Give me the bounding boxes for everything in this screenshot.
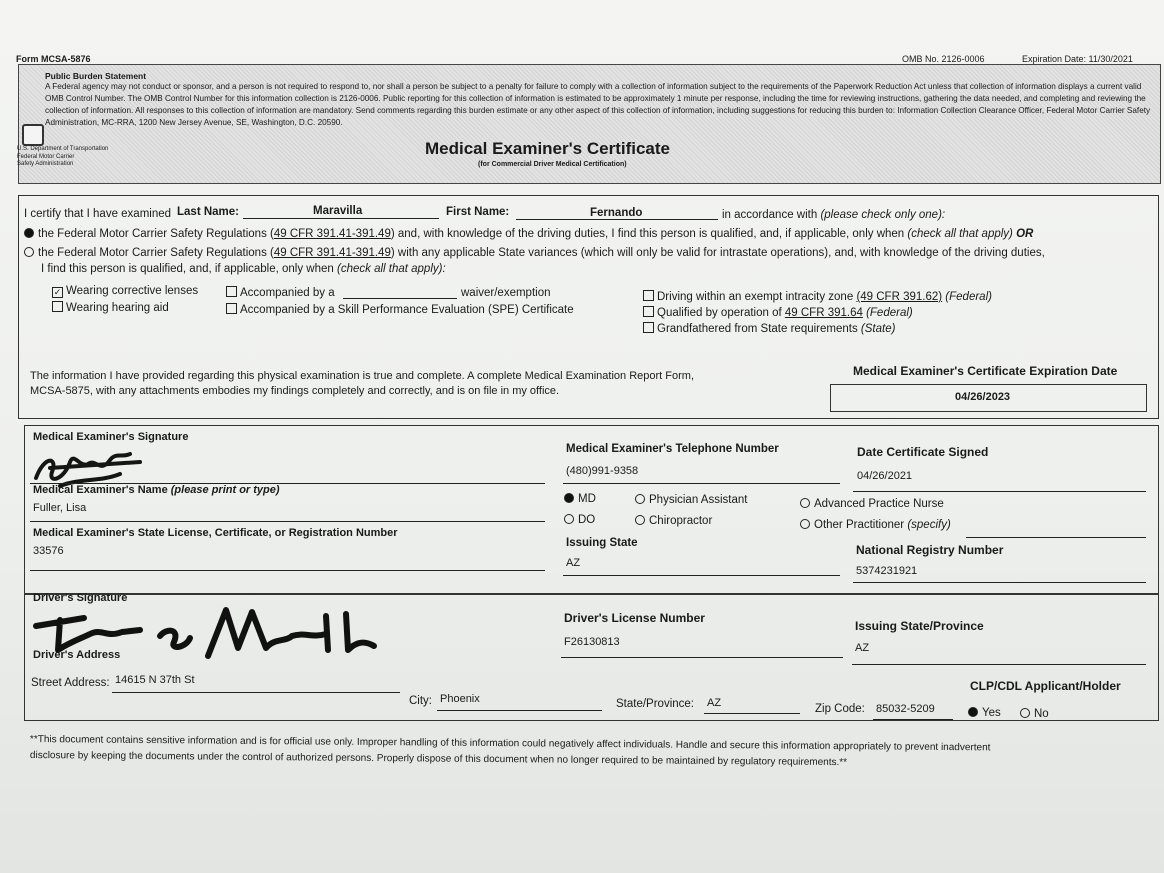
checkbox[interactable] — [226, 303, 237, 314]
check-qualified-operation[interactable]: Qualified by operation of 49 CFR 391.64 (Federal) — [643, 306, 913, 319]
driver-signature-label: Driver's Signature — [33, 592, 128, 604]
statement-line1: The information I have provided regarding this physical examination is true and complete. A complete Medical Examination Report Form, — [30, 370, 695, 382]
check-spe[interactable]: Accompanied by a Skill Performance Evaluation (SPE) Certificate — [226, 303, 574, 316]
first-name-label: First Name: — [446, 206, 510, 218]
examiner-name-label: Medical Examiner's Name (please print or type) — [33, 484, 280, 496]
driver-issuing-label: Issuing State/Province — [855, 619, 984, 633]
driver-license-value[interactable]: F26130813 — [564, 636, 620, 648]
clp-yes-radio[interactable] — [968, 707, 978, 717]
state-variance-line2: I find this person is qualified, and, if applicable, only when (check all that apply): — [41, 263, 446, 275]
street-address-value[interactable]: 14615 N 37th St — [115, 674, 195, 686]
omb-number: OMB No. 2126-0006 — [902, 54, 985, 64]
burden-text: A Federal agency may not conduct or sponsor, and a person is not required to respond to, nor shall a person be subject to a penalty for failure to comply with a collection of information subject to the requirements of the Paperwork Reduction Act unless that collection of information displays a current valid OMB Control Number. The OMB Control Number for this information collection is 2126-0006. Public reporting for this collection of information is estimated to be approximately 1 minute per response, including the time for reviewing instructions, gathering the data needed, and completing and reviewing the collection of information. All responses to this collection of information are mandatory. Send comments regarding this burden estimate or any other aspect of this collection of information, including suggestions for reducing this burden to: Information Collection Clearance Officer, Federal Motor Carrier Safety Administration, MC-RRA, 1200 New Jersey Avenue, SE, Washington, D.C. 20590. — [45, 82, 1151, 127]
zip-code-label: Zip Code: — [815, 703, 865, 715]
checkbox[interactable] — [643, 290, 654, 301]
driver-license-label: Driver's License Number — [564, 611, 705, 625]
last-name-label: Last Name: — [177, 206, 239, 218]
state-province-label: State/Province: — [616, 698, 694, 710]
clp-cdl-label: CLP/CDL Applicant/Holder — [970, 679, 1121, 693]
examiner-phone-value[interactable]: (480)991-9358 — [566, 465, 639, 477]
driver-address-label: Driver's Address — [33, 649, 121, 661]
zip-code-value[interactable]: 85032-5209 — [876, 703, 935, 715]
accordance-text: in accordance with (please check only one): — [722, 209, 946, 221]
date-signed-label: Date Certificate Signed — [857, 445, 989, 459]
checkbox[interactable] — [52, 301, 63, 312]
chiro-radio[interactable] — [635, 515, 645, 525]
other-radio[interactable] — [800, 519, 810, 529]
clp-no-option[interactable]: No — [1020, 708, 1049, 720]
pa-option[interactable]: Physician Assistant — [635, 494, 747, 506]
state-province-value[interactable]: AZ — [707, 697, 722, 709]
date-signed-value[interactable]: 04/26/2021 — [857, 470, 913, 482]
apn-option[interactable]: Advanced Practice Nurse — [800, 498, 944, 510]
last-name-value[interactable]: Maravilla — [313, 205, 363, 217]
footer-notice-line2: disclosure by keeping the documents under the control of authorized persons. Properly dispose of this document when no longer required to be maintained by regulatory requirements.** — [29, 750, 848, 769]
clp-no-radio[interactable] — [1020, 708, 1030, 718]
md-radio[interactable] — [564, 493, 574, 503]
pa-radio[interactable] — [635, 494, 645, 504]
burden-title: Public Burden Statement — [45, 71, 147, 81]
first-name-value[interactable]: Fernando — [590, 207, 643, 219]
footer-notice-line1: **This document contains sensitive information and is for official use only. Improper handling of this information could negatively affect individuals. Handle and secure this information appropriately to prevent inadvertent — [29, 734, 991, 754]
city-value[interactable]: Phoenix — [440, 693, 480, 705]
federal-option[interactable]: the Federal Motor Carrier Safety Regulations (49 CFR 391.41-391.49) and, with knowledge of the driving duties, I find this person is qualified, and, if applicable, only when (check all that apply) OR — [24, 228, 1033, 240]
chiro-option[interactable]: Chiropractor — [635, 515, 712, 527]
examiner-name-value[interactable]: Fuller, Lisa — [33, 502, 87, 514]
street-address-label: Street Address: — [31, 677, 110, 689]
check-grandfathered[interactable]: Grandfathered from State requirements (State) — [643, 322, 895, 335]
do-radio[interactable] — [564, 514, 574, 524]
driver-issuing-value[interactable]: AZ — [855, 642, 870, 654]
examiner-license-label: Medical Examiner's State License, Certificate, or Registration Number — [33, 527, 398, 539]
examiner-license-value[interactable]: 33576 — [33, 545, 64, 557]
do-option[interactable]: DO — [564, 514, 595, 526]
clp-yes-option[interactable]: Yes — [968, 707, 1001, 719]
other-option[interactable]: Other Practitioner (specify) — [800, 519, 951, 531]
checkbox[interactable] — [226, 286, 237, 297]
check-intracity[interactable]: Driving within an exempt intracity zone (49 CFR 391.62) (Federal) — [643, 290, 992, 303]
federal-radio[interactable] — [24, 228, 34, 238]
check-waiver[interactable]: Accompanied by a — [226, 286, 335, 299]
checkbox[interactable] — [643, 306, 654, 317]
dot-logo — [22, 124, 44, 146]
national-registry-label: National Registry Number — [856, 543, 1004, 557]
check-hearing-aid[interactable]: Wearing hearing aid — [52, 301, 169, 314]
city-label: City: — [409, 695, 432, 707]
checkbox-checked[interactable]: ✓ — [53, 287, 62, 297]
statement-line2: MCSA-5875, with any attachments embodies my findings completely and correctly, and is on file in my office. — [30, 385, 560, 397]
certificate-title: Medical Examiner's Certificate — [425, 139, 670, 158]
national-registry-value[interactable]: 5374231921 — [856, 565, 918, 577]
expiration-label: Medical Examiner's Certificate Expiration Date — [853, 364, 1118, 378]
examiner-signature-label: Medical Examiner's Signature — [33, 431, 189, 443]
waiver-text: waiver/exemption — [461, 287, 551, 299]
examiner-phone-label: Medical Examiner's Telephone Number — [566, 443, 779, 455]
state-variance-option[interactable]: the Federal Motor Carrier Safety Regulations (49 CFR 391.41-391.49) with any applicable State variances (which will only be valid for intrastate operations), and, with knowledge of the driving duties, — [24, 247, 1045, 259]
certificate-subtitle: (for Commercial Driver Medical Certification) — [478, 161, 627, 168]
issuing-state-label: Issuing State — [566, 537, 638, 549]
agency-name: U.S. Department of Transportation Federal Motor Carrier Safety Administration — [17, 146, 109, 167]
form-expiration: Expiration Date: 11/30/2021 — [1022, 54, 1133, 64]
issuing-state-value[interactable]: AZ — [566, 557, 581, 569]
check-corrective-lenses[interactable]: ✓ Wearing corrective lenses — [53, 285, 199, 297]
form-number: Form MCSA-5876 — [16, 54, 91, 64]
md-option[interactable]: MD — [564, 493, 596, 505]
checkbox[interactable] — [643, 322, 654, 333]
expiration-date-value[interactable]: 04/26/2023 — [955, 391, 1011, 403]
certify-lead: I certify that I have examined — [24, 208, 172, 220]
state-variance-radio[interactable] — [24, 247, 34, 257]
apn-radio[interactable] — [800, 498, 810, 508]
